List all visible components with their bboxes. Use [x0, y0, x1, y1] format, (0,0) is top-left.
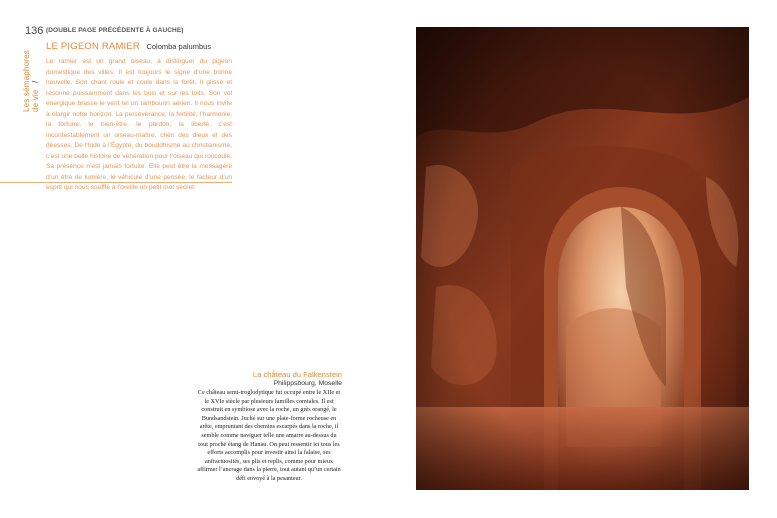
page-number: 136 [25, 25, 44, 37]
photo-caption-location: Philippsbourg, Moselle [273, 380, 342, 387]
running-head-title: Les sémaphores de vie [22, 50, 40, 112]
bird-caption [46, 27, 232, 194]
section-rule [0, 182, 232, 183]
caption-body: Le ramier est un grand oiseau, à distinguer du pigeon domestique des villes. Il est toujours le signe d’une bonne nouvelle. Son chant roule et coule dans la forêt. Il glisse et résonne puissamment dans les bois et sur les toits. Son vol énergique brasse le vent tel un tambourin aérien. Il nous invite à élargir notre horizon. La persévérance, la fertilité, l’harmonie, la fortune, le bien-être, le pardon, la liberté, c’est incontestablement un oiseau-maître, chéri des dieux et des déesses. De l’Inde à l’Égypte, du bouddhisme au christianisme, c’est une belle histoire de vénération pour l’oiseau qui roucoule. Sa présence n’est jamais fortuite. Elle peut être la messagère d’un être de lumière, le véhicule d’une pensée, le facteur d’un esprit qui nous souffle à l’oreille un petit mot secret. [46, 58, 232, 191]
cave-photo [416, 27, 749, 490]
caption-latin-name: Colomba palumbus [146, 42, 212, 51]
running-head-separator: / [31, 80, 40, 83]
caption-title-line [46, 36, 232, 54]
photo-caption-body: Ce château semi-troglodytique fut occupé entre le XIIe et le XVIe siècle par plusieurs familles comtales. Il est construit en symbiose avec la roche, un grès orangé, le Bundsandstein. Juché sur une plate-forme rocheuse en arête, empruntant des chemins escarpés dans la roche, il semble comme naviguer telle une amarre au-dessus du tout proche étang de Hanau. On peut ressentir ici tous les efforts accomplis pour investir ainsi la falaise, ses anfractuosités, ses plis et replis, comme pour mieux affirmer l’ancrage dans la pierre, tout autant qu’un certain défi envoyé à la pesanteur. [197, 389, 341, 482]
photo-vignette [416, 27, 749, 490]
caption-kicker: (DOUBLE PAGE PRÉCÉDENTE À GAUCHE) [46, 27, 184, 34]
running-head [22, 42, 40, 112]
caption-title: LE PIGEON RAMIER [46, 41, 140, 52]
photo-caption-title: La château du Falkenstein [252, 370, 342, 379]
cave-illustration [416, 27, 749, 490]
photo-caption [196, 370, 342, 484]
